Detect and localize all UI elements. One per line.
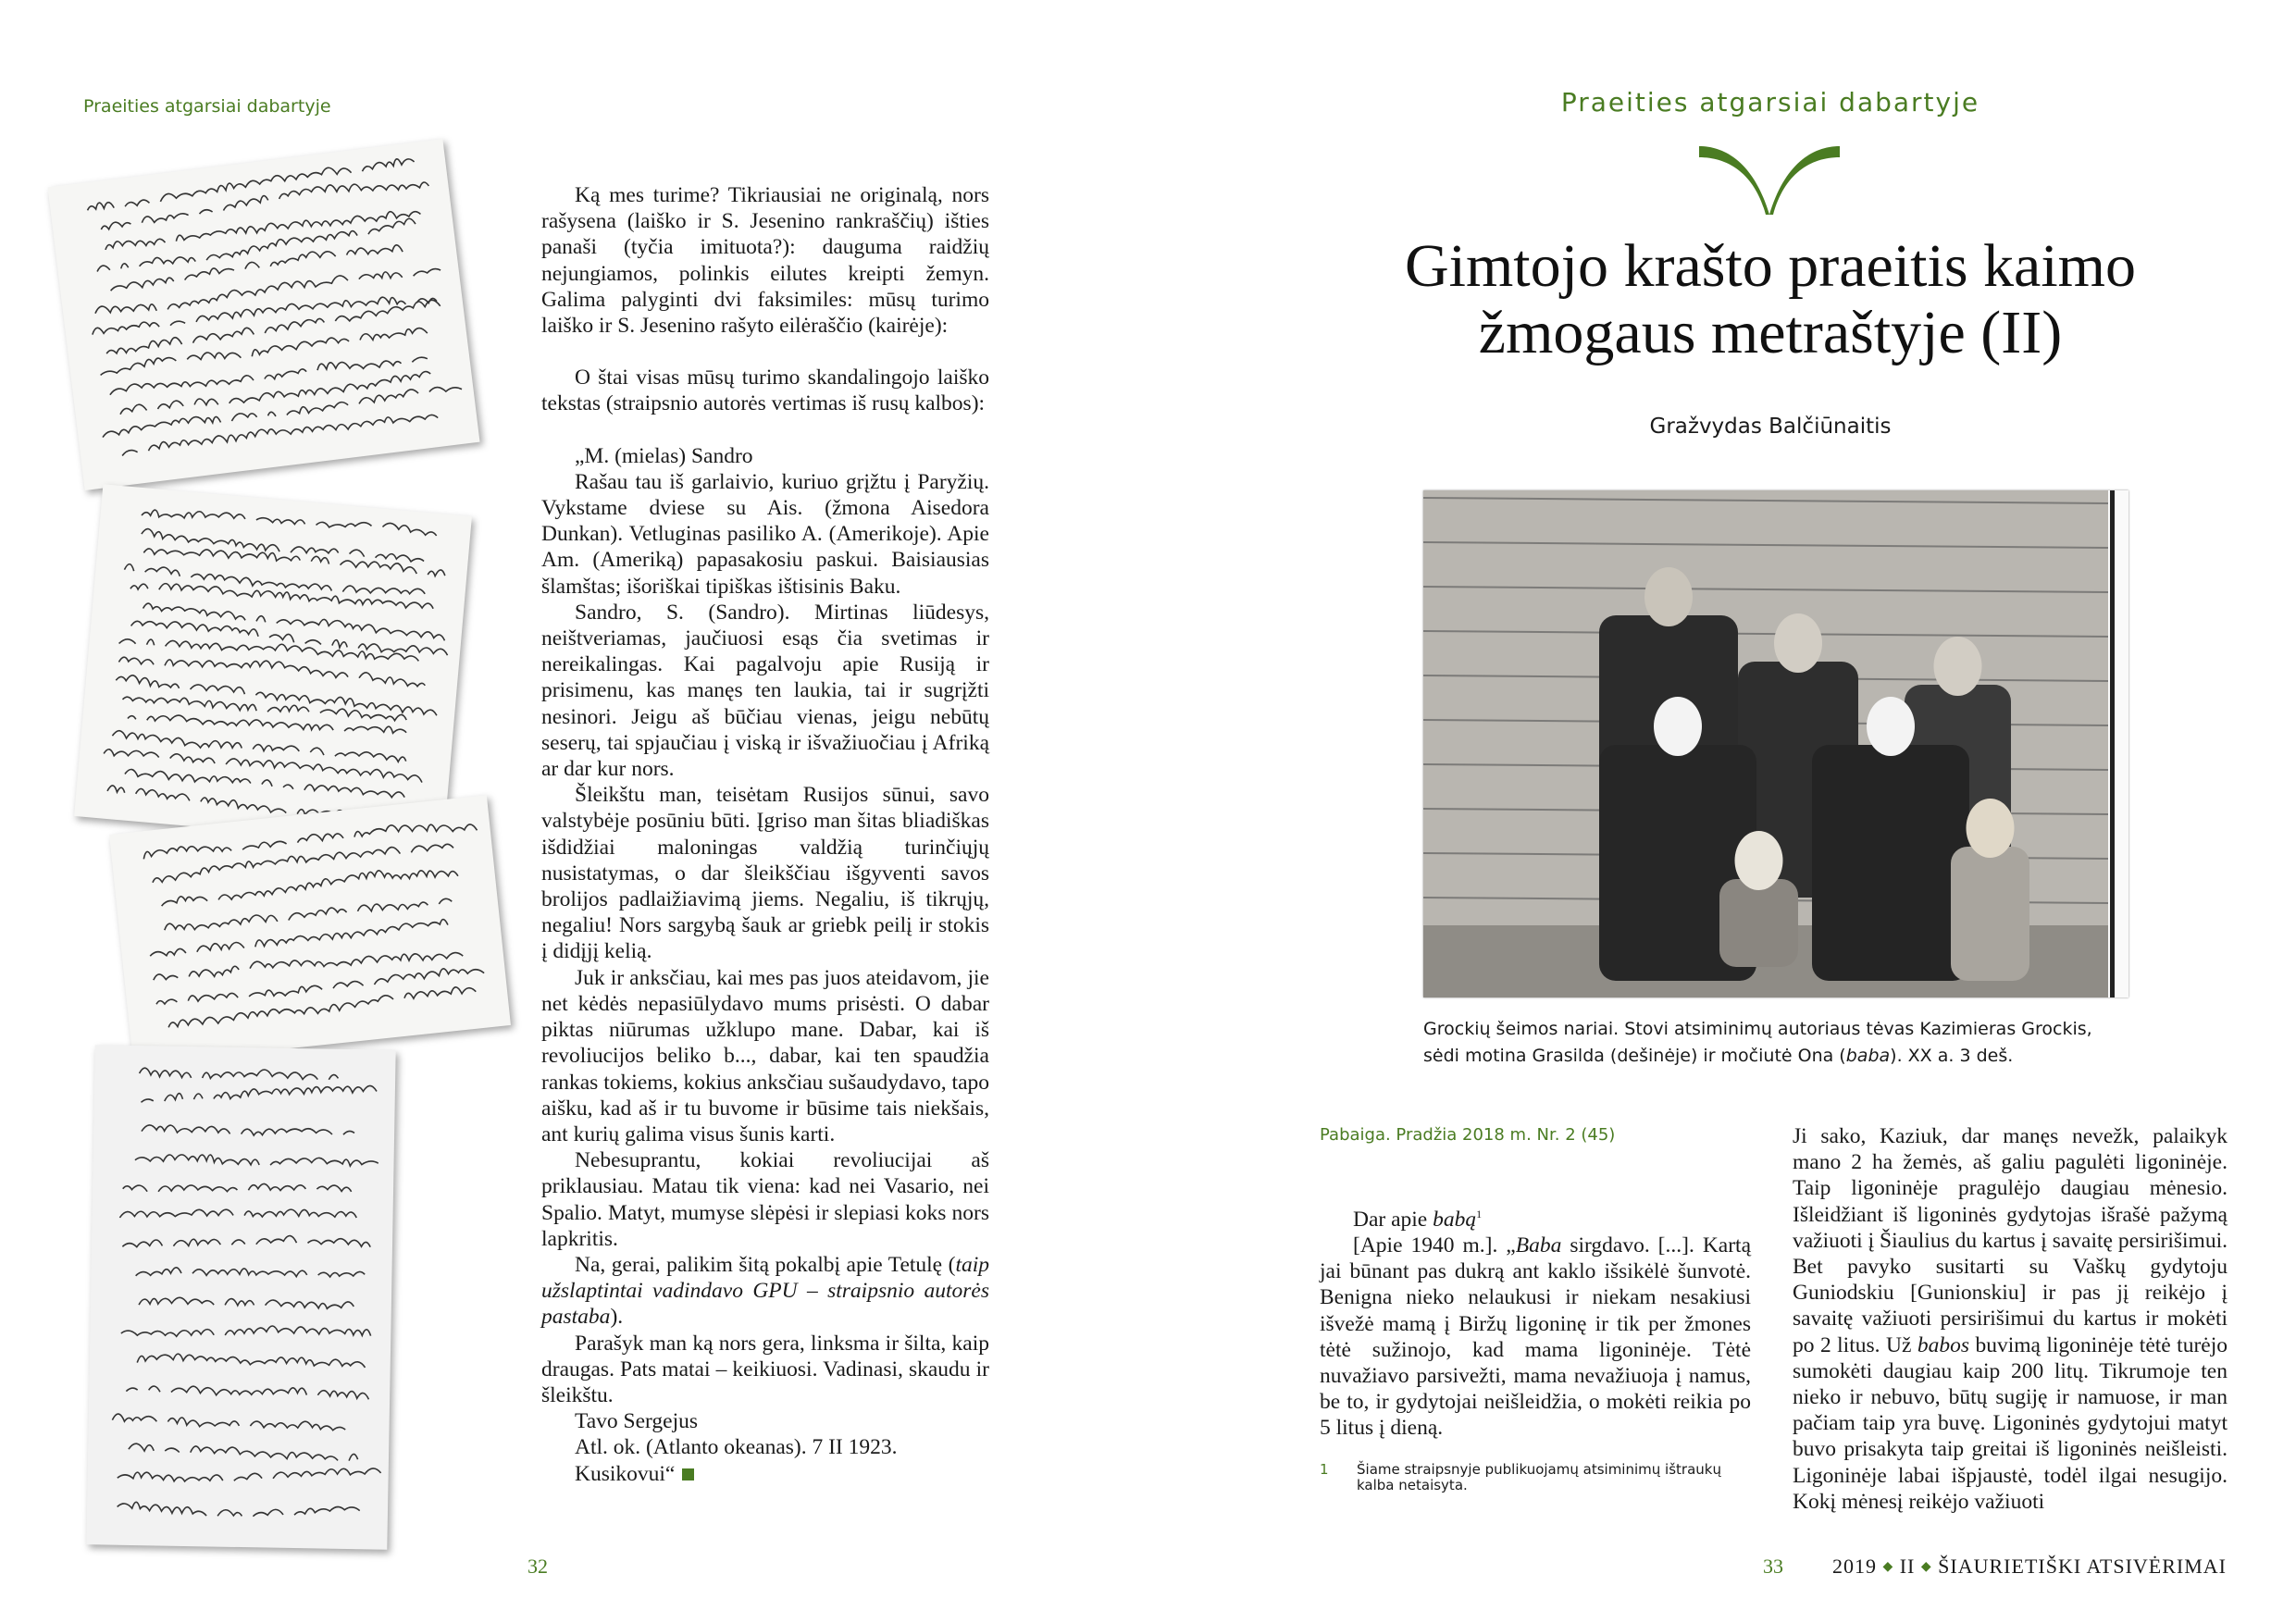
footnote	[1320, 1462, 1755, 1493]
person-figure	[1719, 879, 1798, 967]
article-title: Gimtojo krašto praeitis kaimo žmogaus metraštyje (II)	[1404, 232, 2137, 366]
handwriting-stroke	[104, 746, 434, 784]
handwriting-lines	[109, 795, 511, 1064]
photo-border-line	[2110, 490, 2115, 997]
letter-facsimile-page-2	[74, 484, 472, 848]
page-number-right: 33	[1763, 1555, 1783, 1578]
handwriting-lines	[47, 139, 479, 490]
handwriting-stroke	[124, 564, 437, 602]
handwriting-stroke	[141, 528, 435, 565]
handwriting-stroke	[155, 964, 484, 1009]
journal-footer: 2019 ◆ II ◆ ŠIAURIETIŠKI ATSIVĖRIMAI	[1831, 1555, 2227, 1578]
handwriting-stroke	[118, 1464, 381, 1485]
footnote-text: Šiame straipsnyje publikuojamų atsiminimų ištraukų kalba netaisyta.	[1357, 1461, 1721, 1493]
person-head	[1934, 637, 1982, 696]
paragraph: Ji sako, Kaziuk, dar manęs nevežk, palaikyk mano 2 ha žemės, aš galiu pagulėti ligoninėje. Taip ligoninėje pragulėjo daugiau mėnesio. Išleidžiant iš ligoninės gydytojas išrašė pažymą važiuoti į Šiaulius du kartus į savaitę persirišimui. Bet pavyko susitarti su Vaškų gydytoju Guniodskiu [Gunionskiu] ir pas jį reikėjo į savaitę važiuoti persirišimui du kartus ir mokėti po 2 litus. Už babos buvimą ligoninėje tėtė turėjo sumokėti daugiau kaip 200 litų. Tikrumoje ten nieko ir nebuvo, būtų sugiję ir namuose, ir man pačiam taip yra buvę. Ligoninės gydytojui matyt buvo prisakyta taip greitai iš ligoninės neišleisti. Ligoninėje labai išpjaustė, todėl ilgai nesugijo. Kokį mėnesį reikėjo važiuoti	[1793, 1124, 2228, 1514]
series-note: Pabaiga. Pradžia 2018 m. Nr. 2 (45)	[1320, 1125, 1616, 1145]
handwriting-stroke	[99, 324, 439, 375]
handwriting-stroke	[150, 918, 460, 959]
diamond-separator-icon: ◆	[1882, 1560, 1894, 1574]
paragraph: Nebesuprantu, kokiai revoliucijai aš priklausiau. Matau tik viena: kad nei Vasario, nei Spalio. Matyt, mumyse slėpėsi ir slepiasi koks nors lapkritis.	[541, 1148, 989, 1251]
handwriting-lines	[86, 1045, 395, 1550]
paragraph: Na, gerai, palikim šitą pokalbį apie Tetulę (taip užslaptintai vadindavo GPU – straipsnio autorės pastaba).	[541, 1252, 989, 1330]
paragraph: Sandro, S. (Sandro). Mirtinas liūdesys, neištveriamas, jaučiuosi esąs čia svetimas ir nereikalingas. Kai pagalvoju apie Rusiją ir prisimenu, kas manęs ten laukia, tai ir sugrįžti nesinori. Jeigu aš būčiau vienas, jeigu nebūtų seserų, tai spjaučiau į viską ir išvažiuočiau į Afriką ar dar kur nors.	[541, 600, 989, 782]
person-figure	[1812, 745, 1969, 981]
footnote-number: 1	[1320, 1461, 1329, 1478]
diamond-separator-icon: ◆	[1920, 1560, 1932, 1574]
handwriting-stroke	[126, 1385, 368, 1400]
handwriting-stroke	[122, 1233, 381, 1251]
person-figure	[1951, 847, 2029, 981]
end-of-article-square-icon	[682, 1468, 694, 1481]
section-heading: Dar apie babą$^1$	[1353, 1207, 1483, 1232]
paragraph: Rašau tau iš garlaivio, kuriuo grįžtu į Paryžių. Vykstame dviese su Ais. (žmona Aisedora Dunkan). Vetluginas pasiliko A. (Amerikoje). Apie Am. (Ameriką) papasakosiu paskui. Baisiausias šlamštas; išoriškai tipiškas ištisinis Baku.	[541, 469, 989, 599]
handwriting-stroke	[121, 1323, 371, 1340]
paragraph: [Apie 1940 m.]. „Baba sirgdavo. [...]. Kartą jai būnant pas dukrą ant kaklo išsikėlė šunvotė. Benigna nieko nelaukusi ir niekam nesakiusi išvežė mamą į Biržų ligoninę ir tik per žmones tėtė sužinojo, kad mama ligoninėje. Tėtė nuvažiavo parsivežti, mama nevažiuoja į namus, be to, ir gydytojai neišleidžia, o mokėti reikia po 5 litus į dieną.	[1320, 1233, 1752, 1441]
handwriting-stroke	[137, 1353, 366, 1367]
article-author: Gražvydas Balčiūnaitis	[1649, 415, 1892, 439]
letter-date: Atl. ok. (Atlanto okeanas). 7 II 1923.	[575, 1435, 898, 1460]
person-head	[1644, 567, 1693, 626]
handwriting-stroke	[136, 1267, 366, 1280]
person-head	[1774, 613, 1822, 673]
person-head	[1967, 799, 2015, 858]
handwriting-stroke	[123, 1182, 352, 1196]
letter-facsimile-page-3	[109, 795, 511, 1064]
handwriting-stroke	[141, 1082, 377, 1107]
letter-signature: Tavo Sergejus	[575, 1409, 699, 1434]
paragraph: Šleikštu man, teisėtam Rusijos sūnui, savo valstybėje posūniu būti. Įgriso man šitas bliadiškas išdidžiai maloningas valdžią turinčiųjų nusistatymas, o dar šleikščiau išgyventi savos brolijos padlaižiavimą jiems. Negaliu, iš tikrųjų, negaliu! Nors sargybą šauk ar griebk peilį ir stokis į didįjį kelią.	[541, 783, 989, 964]
handwriting-stroke	[86, 157, 416, 212]
handwriting-stroke	[140, 1068, 350, 1081]
person-head	[1867, 697, 1915, 756]
leaf-ornament-icon	[1699, 146, 1840, 215]
handwriting-stroke	[112, 730, 406, 766]
photo-caption: Grockių šeimos nariai. Stovi atsiminimų autoriaus tėvas Kazimieras Grockis, sėdi motina Grasilda (dešinėje) ir močiutė Ona (baba). XX a. 3 deš.	[1423, 1019, 2092, 1066]
paragraph: Juk ir anksčiau, kai mes pas juos ateidavom, jie net kėdės nepasiūlydavo mums prisėsti. O dabar piktas niūrumas užklupo mane. Dabar, kai iš revoliucijos beliko b..., dabar, kai ten spaudžia rankas tokiems, kokius anksčiau sušaudydavo, tapo aišku, kad aš ir tu buvome ir būsime tais niekšais, ant kurių galima visus šunis karti.	[541, 965, 989, 1146]
running-head-right: Praeities atgarsiai dabartyje	[1560, 87, 1980, 118]
handwriting-stroke	[119, 1207, 356, 1222]
handwriting-stroke	[142, 502, 448, 542]
person-head	[1735, 831, 1783, 890]
handwriting-stroke	[142, 1125, 354, 1137]
handwriting-stroke	[118, 648, 426, 688]
letter-addressee: Kusikovui“	[541, 1461, 989, 1487]
paragraph: Parašyk man ką nors gera, linksma ir šilta, kaip draugas. Pats matai – keikiuosi. Vadinasi, skaudu ir šleikštu.	[541, 1331, 989, 1407]
letter-salutation: „M. (mielas) Sandro	[575, 443, 753, 468]
paragraph: Ką mes turime? Tikriausiai ne originalą, nors rašysena (laiško ir S. Jesenino rankraščių) išties panaši (tyčia imituota?): dauguma raidžių nejungiamos, polinkis eilutes kreipti žemyn. Galima palyginti dvi faksimiles: mūsų turimo laiško ir S. Jesenino rašyto eilėraščio (kairėje):	[541, 183, 989, 339]
footnote-reference[interactable]: 1	[1476, 1208, 1483, 1220]
article-text-column-left-page	[541, 182, 989, 1487]
handwriting-stroke	[143, 603, 446, 641]
letter-facsimile-page-1	[47, 139, 479, 490]
handwriting-stroke	[92, 286, 437, 344]
handwriting-stroke	[139, 1297, 354, 1309]
article-text-column-1	[1320, 1201, 1751, 1442]
handwriting-stroke	[116, 674, 439, 715]
article-text-column-2	[1793, 1123, 2228, 1515]
handwriting-stroke	[160, 861, 469, 908]
handwriting-stroke	[122, 689, 417, 725]
handwriting-stroke	[130, 618, 459, 659]
family-photograph	[1423, 490, 2128, 997]
handwriting-stroke	[118, 1502, 360, 1518]
handwriting-stroke	[129, 1443, 358, 1461]
handwriting-stroke	[135, 1154, 379, 1168]
handwriting-stroke	[112, 1414, 345, 1431]
poem-manuscript-facsimile	[86, 1045, 395, 1550]
handwriting-stroke	[128, 704, 407, 743]
person-head	[1654, 697, 1702, 756]
handwriting-lines	[74, 484, 472, 848]
running-head-left: Praeities atgarsiai dabartyje	[83, 96, 331, 117]
paragraph: O štai visas mūsų turimo skandalingojo laiško tekstas (straipsnio autorės vertimas iš rusų kalbos):	[541, 365, 989, 416]
handwriting-stroke	[168, 984, 488, 1029]
page-number-left: 32	[527, 1555, 548, 1578]
handwriting-stroke	[130, 577, 445, 616]
handwriting-stroke	[121, 407, 449, 457]
